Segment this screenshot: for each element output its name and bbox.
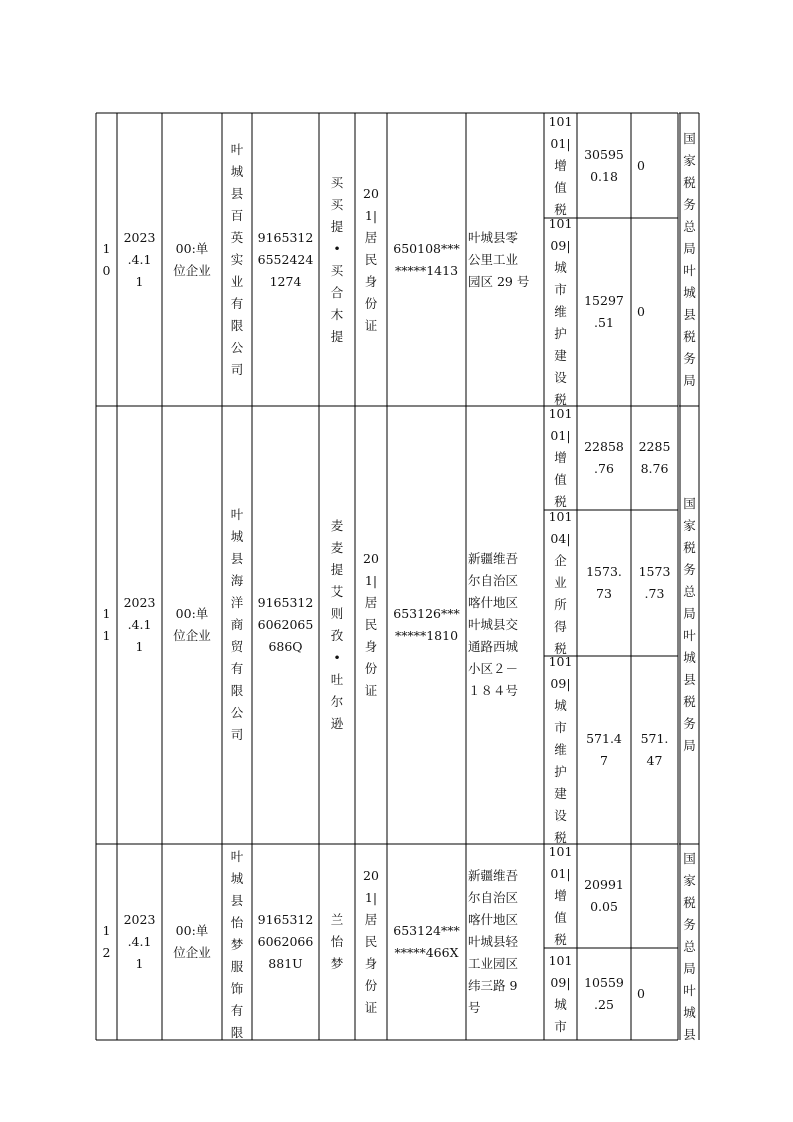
- row-3-tax-2-paid: [631, 948, 678, 1040]
- row-2-name: [222, 406, 252, 844]
- row-1-type: [162, 113, 222, 406]
- row-1-tax-1-paid-text: 0: [637, 157, 645, 173]
- row-1-tax-2-amount-text: 15297 .51: [584, 293, 624, 330]
- row-1-code-text: 9165312 6552424 1274: [257, 229, 314, 289]
- row-1-name: [222, 113, 252, 406]
- row-2-id-type: [355, 406, 387, 844]
- row-2-tax-3-amount-text: 571.4 7: [586, 731, 622, 768]
- row-3-tax-2-item: [544, 948, 577, 1040]
- row-1-seq-text: 1 0: [102, 240, 111, 278]
- row-2-tax-3-paid-text: 571. 47: [640, 731, 669, 768]
- row-3-type-text: 00:单 位企业: [173, 923, 211, 960]
- row-1-tax-1-amount: [577, 113, 631, 218]
- row-2-tax-1-paid: [631, 406, 678, 510]
- row-3-code: [252, 844, 319, 1040]
- row-3-code-text: 9165312 6062066 881U: [257, 912, 314, 971]
- row-2-date-text: 2023 .4.1 1: [123, 595, 156, 654]
- row-2-tax-2-item-text: 101 04| 企 业 所 得 税: [548, 509, 573, 656]
- row-1-id-type: [355, 113, 387, 406]
- row-3-tax-2-paid-text: 0: [637, 986, 645, 1001]
- row-2-tax-1-item: [544, 406, 577, 510]
- row-2-seq: [96, 406, 117, 844]
- row-2-address: [466, 406, 544, 844]
- row-2-id-no: [387, 406, 466, 844]
- row-1-address-text: 叶城县零 公里工业 园区 29 号: [468, 229, 530, 289]
- row-2-authority: [680, 406, 699, 844]
- row-2-seq-text: 1 1: [102, 606, 111, 643]
- row-2-tax-2-amount-text: 1573. 73: [586, 564, 622, 601]
- row-1-address: [466, 113, 544, 406]
- row-3-seq: [96, 844, 117, 1040]
- row-2-code: [252, 406, 319, 844]
- row-2-tax-3-item-text: 101 09| 城 市 维 护 建 设 税: [548, 654, 573, 845]
- row-1-tax-2-item-text: 101 09| 城 市 维 护 建 设 税: [548, 216, 573, 407]
- row-1-tax-1-item-text: 101 01| 增 值 税: [548, 113, 573, 217]
- row-2-type: [162, 406, 222, 844]
- row-1-authority: [680, 113, 699, 406]
- row-2-type-text: 00:单 位企业: [173, 606, 211, 643]
- row-2-tax-3-paid: [631, 656, 678, 844]
- row-3-id-no: [387, 844, 466, 1040]
- row-2-tax-2-paid: [631, 510, 678, 656]
- row-2-tax-1-paid-text: 2285 8.76: [638, 439, 671, 476]
- row-2-tax-3-amount: [577, 656, 631, 844]
- row-2-tax-1-amount: [577, 406, 631, 510]
- row-3-tax-1-amount: [577, 844, 631, 948]
- row-1-tax-1-amount-text: 30595 0.18: [584, 146, 624, 184]
- row-1-authority-text: 国 家 税 务 总 局 叶 城 县 税 务 局: [683, 130, 696, 388]
- row-1-person: [319, 113, 355, 406]
- row-3-tax-1-paid: [631, 844, 678, 948]
- row-3-authority-text: 国 家 税 务 总 局 叶 城 县: [683, 851, 696, 1042]
- row-1-id-no-text: 650108*** *****1413: [393, 240, 460, 278]
- row-2-tax-3-item: [544, 656, 577, 844]
- row-3-id-no-text: 653124*** *****466X: [393, 923, 460, 960]
- row-3-id-type-text: 20 1| 居 民 身 份 证: [363, 868, 379, 1015]
- row-3-name: [222, 844, 252, 1040]
- row-3-tax-1-item-text: 101 01| 增 值 税: [548, 844, 573, 947]
- row-1-name-text: 叶 城 县 百 英 实 业 有 限 公 司: [230, 141, 244, 377]
- row-3-id-type: [355, 844, 387, 1040]
- row-2-date: [117, 406, 162, 844]
- row-3-address: [466, 844, 544, 1040]
- row-2-tax-2-item: [544, 510, 577, 656]
- row-1-date: [117, 113, 162, 406]
- row-3-address-text: 新疆维吾 尔自治区 喀什地区 叶城县轻 工业园区 纬三路 9 号: [468, 868, 519, 1015]
- row-3-tax-2-item-text: 101 09| 城 市: [548, 953, 573, 1034]
- row-1-code: [252, 113, 319, 406]
- row-1-tax-2-paid: [631, 218, 678, 406]
- row-2-tax-2-amount: [577, 510, 631, 656]
- row-3-tax-1-item: [544, 844, 577, 948]
- row-3-person-text: 兰 怡 梦: [330, 912, 344, 971]
- row-2-id-no-text: 653126*** *****1810: [393, 606, 460, 643]
- row-1-date-text: 2023 .4.1 1: [123, 229, 156, 289]
- row-1-id-no: [387, 113, 466, 406]
- row-1-tax-2-amount: [577, 218, 631, 406]
- row-2-tax-1-amount-text: 22858 .76: [584, 439, 624, 476]
- row-1-tax-1-paid: [631, 113, 678, 218]
- row-2-tax-1-item-text: 101 01| 增 值 税: [548, 406, 573, 509]
- row-3-tax-2-amount: [577, 948, 631, 1040]
- row-3-seq-text: 1 2: [102, 923, 111, 960]
- row-3-name-text: 叶 城 县 怡 梦 服 饰 有 限: [230, 849, 244, 1040]
- row-1-seq: [96, 113, 117, 406]
- row-3-date: [117, 844, 162, 1040]
- row-3-person: [319, 844, 355, 1040]
- row-2-id-type-text: 20 1| 居 民 身 份 证: [363, 551, 379, 698]
- row-2-authority-text: 国 家 税 务 总 局 叶 城 县 税 务 局: [683, 496, 696, 753]
- row-1-tax-2-item: [544, 218, 577, 406]
- row-2-person: [319, 406, 355, 844]
- row-3-date-text: 2023 .4.1 1: [123, 912, 156, 971]
- row-3-tax-1-amount-text: 20991 0.05: [584, 877, 624, 914]
- row-3-tax-2-amount-text: 10559 .25: [584, 975, 624, 1012]
- row-2-tax-2-paid-text: 1573 .73: [638, 564, 671, 601]
- row-2-address-text: 新疆维吾 尔自治区 喀什地区 叶城县交 通路西城 小区２－ １８４号: [468, 551, 519, 698]
- row-3-type: [162, 844, 222, 1040]
- row-2-person-text: 麦 麦 提 艾 则 孜 • 吐 尔 逊: [330, 518, 344, 731]
- row-1-type-text: 00:单 位企业: [173, 240, 211, 278]
- row-1-tax-2-paid-text: 0: [637, 304, 645, 319]
- row-2-code-text: 9165312 6062065 686Q: [257, 595, 314, 654]
- row-1-id-type-text: 20 1| 居 民 身 份 证: [363, 185, 379, 333]
- row-2-name-text: 叶 城 县 海 洋 商 贸 有 限 公 司: [230, 507, 244, 742]
- row-1-person-text: 买 买 提 • 买 合 木 提: [330, 174, 344, 344]
- row-1-tax-1-item: [544, 113, 577, 218]
- row-3-authority: [680, 844, 699, 1040]
